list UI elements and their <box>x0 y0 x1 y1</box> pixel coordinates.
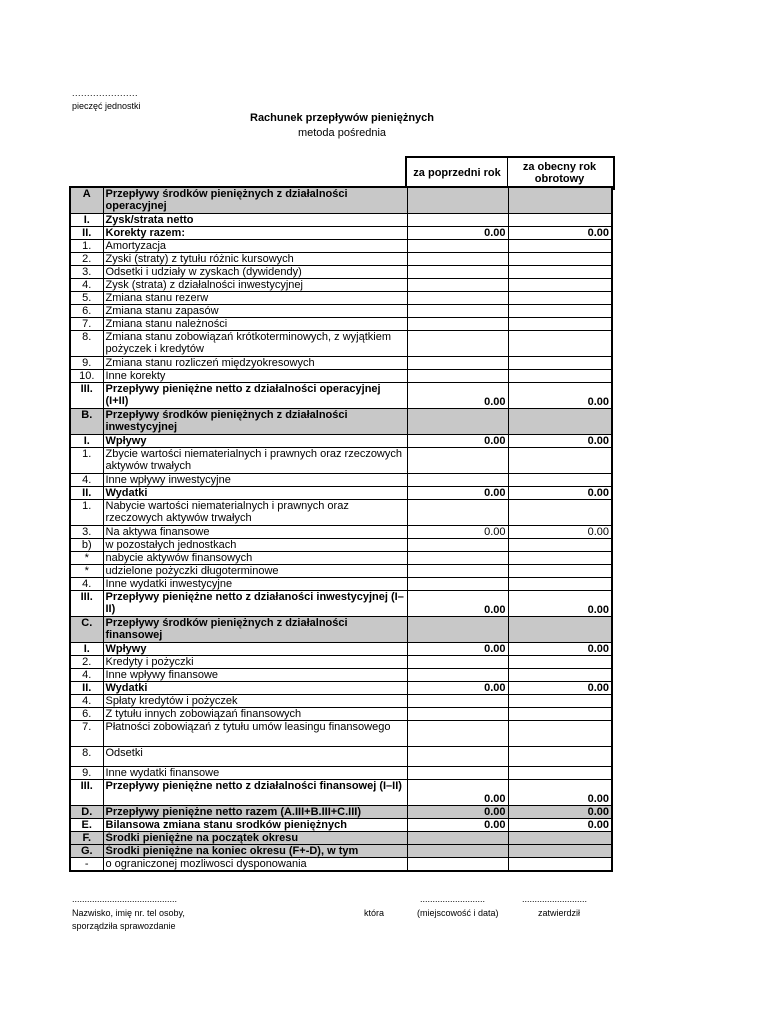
row-number: 5. <box>70 291 103 304</box>
table-row <box>70 538 612 551</box>
value-current-year <box>508 577 612 590</box>
value-current-year: 0.00 <box>508 434 612 447</box>
value-prev-year <box>407 538 508 551</box>
value-prev-year: 0.00 <box>407 434 508 447</box>
value-current-year <box>508 844 612 857</box>
value-prev-year <box>407 577 508 590</box>
row-number: 1. <box>70 499 103 525</box>
value-prev-year <box>407 291 508 304</box>
value-prev-year <box>407 655 508 668</box>
row-description: Wydatki <box>103 681 407 694</box>
table-row <box>70 317 612 330</box>
row-number: 6. <box>70 707 103 720</box>
table-row <box>70 330 612 356</box>
row-description: Kredyty i pożyczki <box>103 655 407 668</box>
signature-line-approver: .......................... <box>522 894 588 904</box>
row-number: II. <box>70 681 103 694</box>
row-number: D. <box>70 805 103 818</box>
table-row <box>70 187 612 213</box>
row-number: I. <box>70 213 103 226</box>
table-row <box>70 382 612 408</box>
signature-line-place-date: .......................... <box>420 894 486 904</box>
value-prev-year: 0.00 <box>407 818 508 831</box>
table-row <box>70 226 612 239</box>
value-prev-year <box>407 317 508 330</box>
value-current-year <box>508 564 612 577</box>
value-current-year <box>508 187 612 213</box>
row-description: Inne wydatki inwestycyjne <box>103 577 407 590</box>
row-description: Przepływy pieniężne netto razem (A.III+B.III+C.III) <box>103 805 407 818</box>
table-row <box>70 447 612 473</box>
cash-flow-table <box>69 186 613 872</box>
value-current-year <box>508 655 612 668</box>
table-row <box>70 252 612 265</box>
row-description: Płatności zobowiązań z tytułu umów leasingu finansowego <box>103 720 407 746</box>
value-current-year <box>508 831 612 844</box>
row-description: Wpływy <box>103 434 407 447</box>
value-prev-year <box>407 746 508 766</box>
row-description: Odsetki <box>103 746 407 766</box>
table-row <box>70 746 612 766</box>
row-number: B. <box>70 408 103 434</box>
row-description: Odsetki i udziały w zyskach (dywidendy) <box>103 265 407 278</box>
value-prev-year <box>407 278 508 291</box>
table-row <box>70 239 612 252</box>
value-prev-year <box>407 252 508 265</box>
ktora-label: która <box>364 908 385 918</box>
value-prev-year <box>407 694 508 707</box>
row-description: Spłaty kredytów i pożyczek <box>103 694 407 707</box>
table-row <box>70 564 612 577</box>
page-subtitle: metoda pośrednia <box>297 127 387 139</box>
value-prev-year: 0.00 <box>407 590 508 616</box>
row-description: o ograniczonej mozliwosci dysponowania <box>103 857 407 871</box>
page-title: Rachunek przepływów pieniężnych <box>250 112 434 124</box>
preparer-label-2: sporządziła sprawozdanie <box>72 921 176 931</box>
row-number: E. <box>70 818 103 831</box>
row-description: Przepływy środków pieniężnych z działalności inwestycyjnej <box>103 408 407 434</box>
row-description: Środki pieniężne na koniec okresu (F+-D), w tym <box>103 844 407 857</box>
row-description: Inne wpływy inwestycyjne <box>103 473 407 486</box>
table-row <box>70 434 612 447</box>
row-number: 4. <box>70 694 103 707</box>
row-number: 4. <box>70 278 103 291</box>
value-prev-year: 0.00 <box>407 642 508 655</box>
value-current-year <box>508 720 612 746</box>
table-row <box>70 681 612 694</box>
value-current-year <box>508 239 612 252</box>
row-description: Amortyzacja <box>103 239 407 252</box>
row-number: 1. <box>70 239 103 252</box>
row-description: Nabycie wartości niematerialnych i prawnych oraz rzeczowych aktywów trwałych <box>103 499 407 525</box>
row-number: 2. <box>70 655 103 668</box>
row-number: 4. <box>70 577 103 590</box>
row-number: 6. <box>70 304 103 317</box>
row-number: 9. <box>70 766 103 779</box>
row-description: Zmiana stanu należności <box>103 317 407 330</box>
table-row <box>70 668 612 681</box>
row-description: Środki pieniężne na początek okresu <box>103 831 407 844</box>
table-row <box>70 655 612 668</box>
row-number: - <box>70 857 103 871</box>
value-current-year <box>508 707 612 720</box>
row-number: * <box>70 551 103 564</box>
table-row <box>70 291 612 304</box>
row-description: Wpływy <box>103 642 407 655</box>
value-prev-year: 0.00 <box>407 805 508 818</box>
row-description: Inne wydatki finansowe <box>103 766 407 779</box>
value-prev-year <box>407 551 508 564</box>
row-number: II. <box>70 486 103 499</box>
value-prev-year <box>407 369 508 382</box>
value-prev-year <box>407 831 508 844</box>
table-row <box>70 779 612 805</box>
value-current-year <box>508 766 612 779</box>
row-number: G. <box>70 844 103 857</box>
row-number: III. <box>70 779 103 805</box>
row-description: Na aktywa finansowe <box>103 525 407 538</box>
table-row <box>70 278 612 291</box>
stamp-dots: ...................... <box>72 88 139 98</box>
row-description: Przepływy pieniężne netto z działalności finansowej (I–II) <box>103 779 407 805</box>
value-prev-year <box>407 265 508 278</box>
row-number: C. <box>70 616 103 642</box>
value-current-year <box>508 265 612 278</box>
row-number: 3. <box>70 265 103 278</box>
row-description: Wydatki <box>103 486 407 499</box>
row-description: Przepływy środków pieniężnych z działalności finansowej <box>103 616 407 642</box>
value-current-year <box>508 252 612 265</box>
row-description: Zysk/strata netto <box>103 213 407 226</box>
value-current-year <box>508 213 612 226</box>
value-current-year: 0.00 <box>508 525 612 538</box>
table-row <box>70 499 612 525</box>
value-current-year <box>508 278 612 291</box>
value-current-year <box>508 694 612 707</box>
table-row <box>70 831 612 844</box>
signature-line-preparer: .......................................... <box>72 894 178 904</box>
value-current-year: 0.00 <box>508 642 612 655</box>
value-current-year <box>508 538 612 551</box>
column-prev-year: za poprzedni rok <box>407 158 508 188</box>
value-prev-year: 0.00 <box>407 382 508 408</box>
value-current-year <box>508 616 612 642</box>
value-current-year: 0.00 <box>508 382 612 408</box>
row-description: nabycie aktywów finansowych <box>103 551 407 564</box>
value-prev-year: 0.00 <box>407 681 508 694</box>
row-number: III. <box>70 590 103 616</box>
value-prev-year <box>407 304 508 317</box>
value-prev-year <box>407 356 508 369</box>
value-prev-year: 0.00 <box>407 525 508 538</box>
table-row <box>70 369 612 382</box>
value-current-year <box>508 499 612 525</box>
table-row <box>70 408 612 434</box>
value-current-year <box>508 551 612 564</box>
row-number: 2. <box>70 252 103 265</box>
row-description: Zbycie wartości niematerialnych i prawnych oraz rzeczowych aktywów trwałych <box>103 447 407 473</box>
value-prev-year <box>407 239 508 252</box>
value-prev-year: 0.00 <box>407 226 508 239</box>
value-prev-year <box>407 766 508 779</box>
value-prev-year <box>407 844 508 857</box>
value-current-year <box>508 408 612 434</box>
row-description: w pozostałych jednostkach <box>103 538 407 551</box>
value-prev-year <box>407 720 508 746</box>
value-current-year <box>508 746 612 766</box>
table-row <box>70 616 612 642</box>
table-row <box>70 844 612 857</box>
value-current-year: 0.00 <box>508 681 612 694</box>
row-number: 8. <box>70 746 103 766</box>
value-prev-year <box>407 668 508 681</box>
table-row <box>70 766 612 779</box>
value-current-year <box>508 369 612 382</box>
row-description: Zmiana stanu rezerw <box>103 291 407 304</box>
table-row <box>70 720 612 746</box>
approved-label: zatwierdził <box>538 908 581 918</box>
value-current-year <box>508 291 612 304</box>
table-row <box>70 590 612 616</box>
row-number: F. <box>70 831 103 844</box>
table-row <box>70 642 612 655</box>
row-number: 7. <box>70 317 103 330</box>
value-current-year <box>508 447 612 473</box>
table-row <box>70 473 612 486</box>
place-date-label: (miejscowość i data) <box>417 908 499 918</box>
column-header <box>405 156 615 190</box>
row-description: Korekty razem: <box>103 226 407 239</box>
value-prev-year <box>407 447 508 473</box>
value-current-year: 0.00 <box>508 226 612 239</box>
table-row <box>70 857 612 871</box>
table-row <box>70 805 612 818</box>
value-prev-year <box>407 330 508 356</box>
row-number: A <box>70 187 103 213</box>
table-row <box>70 551 612 564</box>
value-prev-year <box>407 499 508 525</box>
value-prev-year: 0.00 <box>407 779 508 805</box>
value-prev-year <box>407 707 508 720</box>
row-number: b) <box>70 538 103 551</box>
value-prev-year: 0.00 <box>407 486 508 499</box>
value-prev-year <box>407 408 508 434</box>
row-number: I. <box>70 434 103 447</box>
row-description: Zyski (straty) z tytułu różnic kursowych <box>103 252 407 265</box>
table-row <box>70 265 612 278</box>
value-prev-year <box>407 564 508 577</box>
preparer-label: Nazwisko, imię nr. tel osoby, <box>72 908 185 918</box>
value-prev-year <box>407 616 508 642</box>
value-current-year <box>508 857 612 871</box>
row-description: Przepływy pieniężne netto z działalności operacyjnej (I+II) <box>103 382 407 408</box>
row-description: udzielone pożyczki długoterminowe <box>103 564 407 577</box>
row-description: Zmiana stanu zapasów <box>103 304 407 317</box>
row-description: Z tytułu innych zobowiązań finansowych <box>103 707 407 720</box>
value-current-year: 0.00 <box>508 779 612 805</box>
value-current-year: 0.00 <box>508 805 612 818</box>
row-number: II. <box>70 226 103 239</box>
value-current-year <box>508 668 612 681</box>
row-description: Bilansowa zmiana stanu srodków pieniężnych <box>103 818 407 831</box>
table-row <box>70 577 612 590</box>
value-prev-year <box>407 857 508 871</box>
table-row <box>70 694 612 707</box>
table-row <box>70 818 612 831</box>
table-row <box>70 707 612 720</box>
row-number: 8. <box>70 330 103 356</box>
stamp-label: pieczęć jednostki <box>72 101 141 111</box>
value-current-year: 0.00 <box>508 818 612 831</box>
row-number: 4. <box>70 668 103 681</box>
table-row <box>70 213 612 226</box>
row-number: 7. <box>70 720 103 746</box>
value-current-year: 0.00 <box>508 590 612 616</box>
value-current-year <box>508 356 612 369</box>
row-description: Przepływy środków pieniężnych z działalności operacyjnej <box>103 187 407 213</box>
row-description: Inne wpływy finansowe <box>103 668 407 681</box>
row-number: I. <box>70 642 103 655</box>
row-description: Zmiana stanu rozliczeń międzyokresowych <box>103 356 407 369</box>
value-current-year <box>508 304 612 317</box>
row-description: Inne korekty <box>103 369 407 382</box>
value-current-year <box>508 330 612 356</box>
row-description: Zysk (strata) z działalności inwestycyjnej <box>103 278 407 291</box>
value-prev-year <box>407 213 508 226</box>
row-number: 3. <box>70 525 103 538</box>
row-number: 1. <box>70 447 103 473</box>
table-row <box>70 356 612 369</box>
row-number: 9. <box>70 356 103 369</box>
row-number: * <box>70 564 103 577</box>
row-number: 10. <box>70 369 103 382</box>
column-current-year: za obecny rok obrotowy <box>522 161 597 185</box>
row-description: Zmiana stanu zobowiązań krótkoterminowych, z wyjątkiem pożyczek i kredytów <box>103 330 407 356</box>
table-row <box>70 304 612 317</box>
value-prev-year <box>407 187 508 213</box>
row-description: Przepływy pieniężne netto z działaności inwestycyjnej (I–II) <box>103 590 407 616</box>
value-current-year: 0.00 <box>508 486 612 499</box>
row-number: III. <box>70 382 103 408</box>
value-current-year <box>508 317 612 330</box>
table-row <box>70 525 612 538</box>
value-current-year <box>508 473 612 486</box>
row-number: 4. <box>70 473 103 486</box>
value-prev-year <box>407 473 508 486</box>
table-row <box>70 486 612 499</box>
